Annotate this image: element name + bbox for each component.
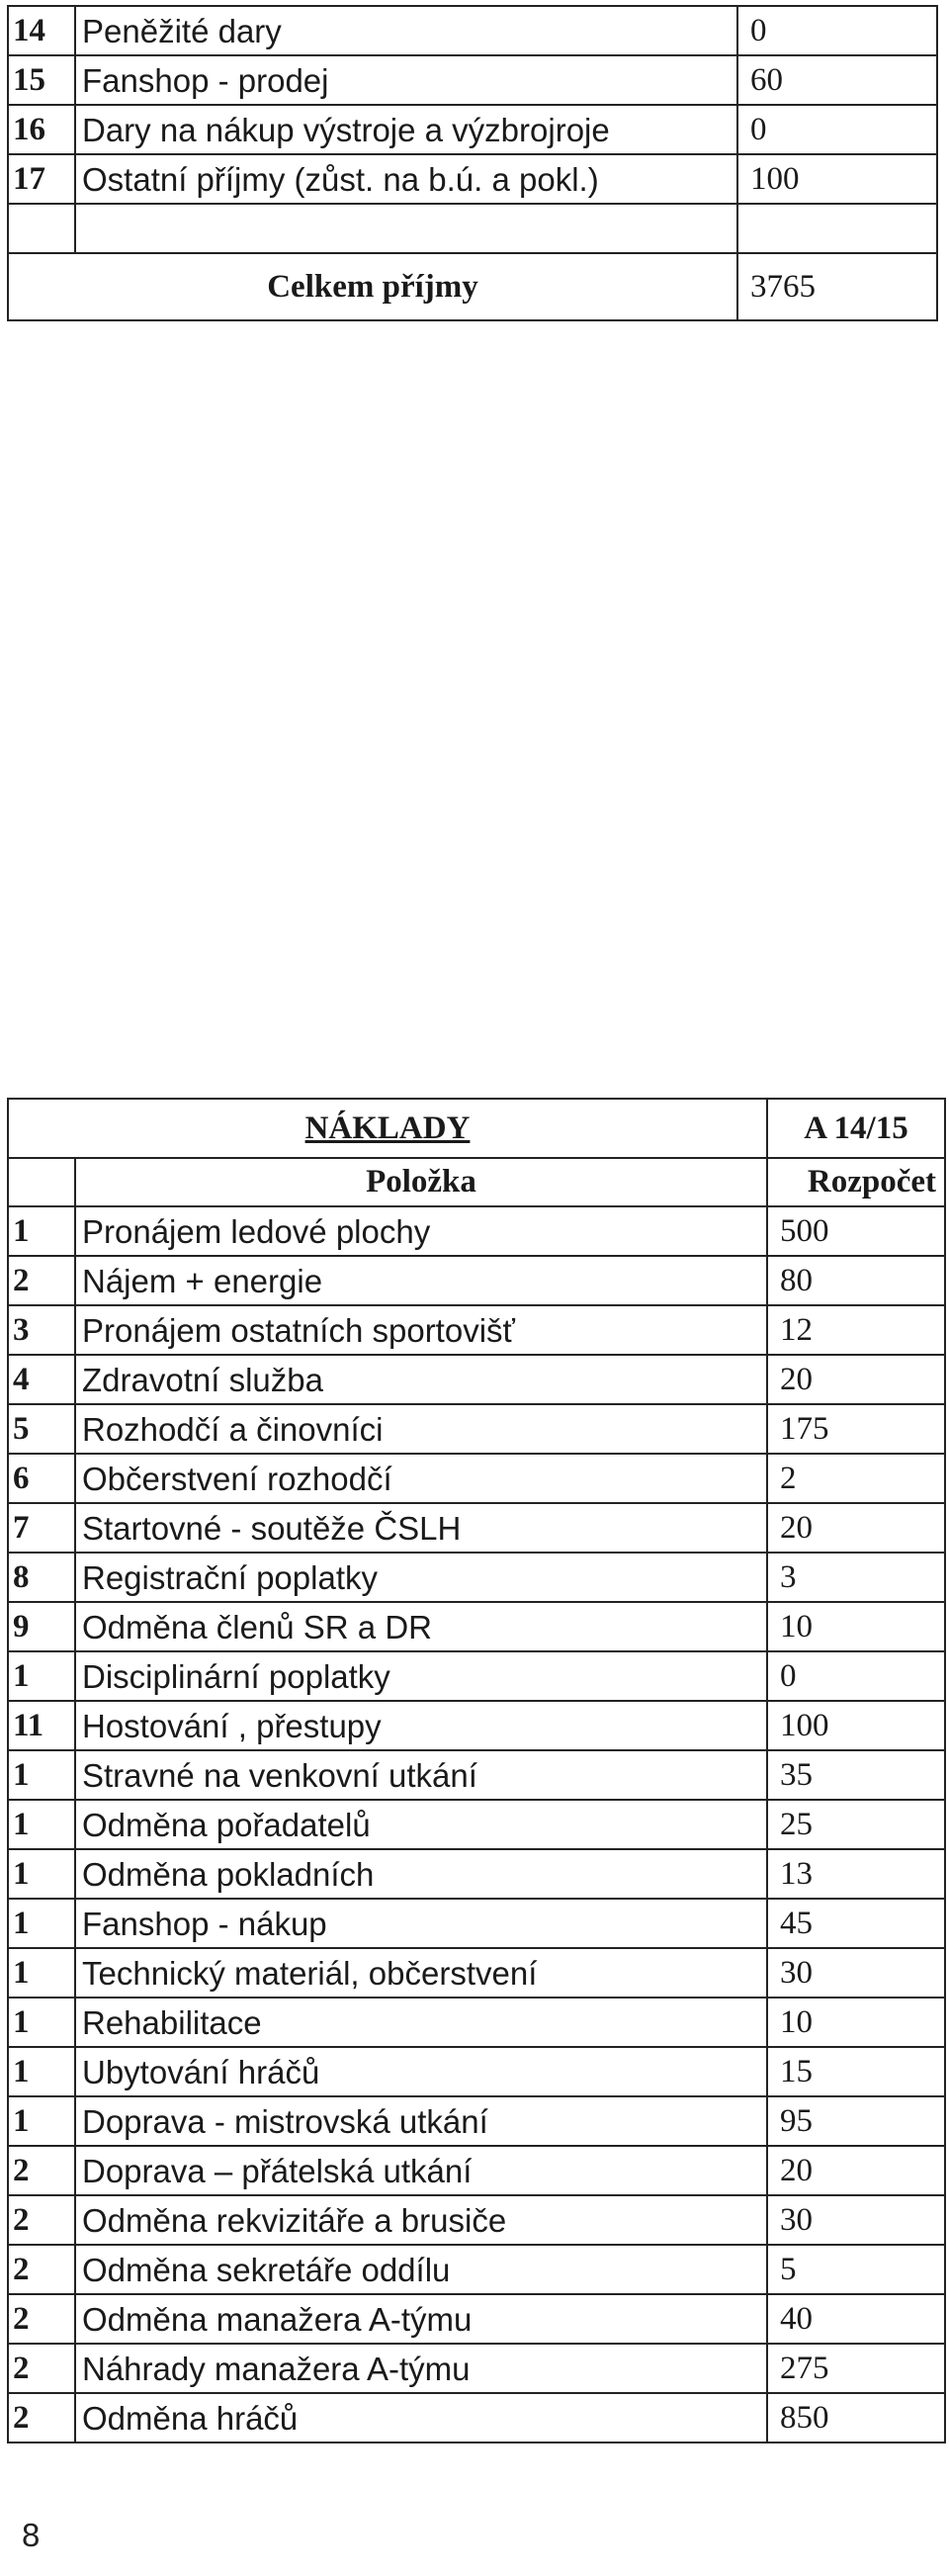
expenses-table <box>7 1098 946 2443</box>
row-value: 100 <box>737 154 937 204</box>
row-label: Hostování , přestupy <box>75 1701 767 1750</box>
row-number: 1 <box>8 2047 75 2096</box>
row-number: 15 <box>8 55 75 105</box>
table-row <box>8 1849 945 1899</box>
table-row <box>8 1454 945 1503</box>
table-header-row <box>8 1099 945 1158</box>
table-row <box>8 1404 945 1454</box>
table-row <box>8 55 937 105</box>
table-row <box>8 1651 945 1701</box>
row-value: 20 <box>767 2146 945 2195</box>
row-label: Odměna rekvizitáře a brusiče <box>75 2195 767 2245</box>
table-row <box>8 154 937 204</box>
row-number: 1 <box>8 1948 75 1998</box>
row-label: Odměna hráčů <box>75 2393 767 2443</box>
table-row <box>8 2195 945 2245</box>
item-header: Položka <box>75 1158 767 1206</box>
row-label: Rehabilitace <box>75 1998 767 2047</box>
row-label: Ubytování hráčů <box>75 2047 767 2096</box>
row-label: Stravné na venkovní utkání <box>75 1750 767 1800</box>
row-label: Disciplinární poplatky <box>75 1651 767 1701</box>
row-label: Odměna členů SR a DR <box>75 1602 767 1651</box>
row-number: 14 <box>8 6 75 55</box>
row-number: 1 <box>8 1750 75 1800</box>
row-value: 80 <box>767 1256 945 1305</box>
table-row <box>8 1750 945 1800</box>
row-value: 275 <box>767 2344 945 2393</box>
table-row <box>8 1553 945 1602</box>
row-number: 2 <box>8 2344 75 2393</box>
income-table <box>7 5 938 321</box>
total-row <box>8 253 937 320</box>
row-number: 2 <box>8 2294 75 2344</box>
row-label: Technický materiál, občerstvení <box>75 1948 767 1998</box>
row-value: 13 <box>767 1849 945 1899</box>
row-label: Pronájem ledové plochy <box>75 1206 767 1256</box>
row-number: 5 <box>8 1404 75 1454</box>
row-label: Ostatní příjmy (zůst. na b.ú. a pokl.) <box>75 154 737 204</box>
row-number: 2 <box>8 1256 75 1305</box>
row-number: 1 <box>8 1998 75 2047</box>
row-label: Fanshop - nákup <box>75 1899 767 1948</box>
row-value: 850 <box>767 2393 945 2443</box>
row-label: Odměna manažera A-týmu <box>75 2294 767 2344</box>
table-header-row <box>8 1158 945 1206</box>
row-number: 2 <box>8 2195 75 2245</box>
table-row <box>8 6 937 55</box>
table-row <box>8 105 937 154</box>
table-row <box>8 2047 945 2096</box>
row-label: Náhrady manažera A-týmu <box>75 2344 767 2393</box>
table-row <box>8 1998 945 2047</box>
row-number: 17 <box>8 154 75 204</box>
row-value: 12 <box>767 1305 945 1355</box>
row-value: 25 <box>767 1800 945 1849</box>
row-value: 3 <box>767 1553 945 1602</box>
row-label: Doprava – přátelská utkání <box>75 2146 767 2195</box>
table-row <box>8 2245 945 2294</box>
row-label: Peněžité dary <box>75 6 737 55</box>
row-label: Registrační poplatky <box>75 1553 767 1602</box>
row-value: 2 <box>767 1454 945 1503</box>
row-value: 40 <box>767 2294 945 2344</box>
row-value: 0 <box>737 105 937 154</box>
row-label: Pronájem ostatních sportovišť <box>75 1305 767 1355</box>
row-label: Fanshop - prodej <box>75 55 737 105</box>
row-value: 5 <box>767 2245 945 2294</box>
row-value: 20 <box>767 1355 945 1404</box>
row-number: 1 <box>8 1849 75 1899</box>
row-number: 1 <box>8 1206 75 1256</box>
table-row <box>8 1256 945 1305</box>
row-label: Odměna pořadatelů <box>75 1800 767 1849</box>
row-label: Nájem + energie <box>75 1256 767 1305</box>
column-code: A 14/15 <box>767 1099 945 1158</box>
row-number: 4 <box>8 1355 75 1404</box>
row-value: 30 <box>767 2195 945 2245</box>
row-value: 45 <box>767 1899 945 1948</box>
table-row <box>8 2096 945 2146</box>
total-value: 3765 <box>737 253 937 320</box>
empty-row <box>8 204 937 253</box>
row-label: Odměna sekretáře oddílu <box>75 2245 767 2294</box>
table-row <box>8 1800 945 1849</box>
row-value: 10 <box>767 1998 945 2047</box>
row-value: 10 <box>767 1602 945 1651</box>
table-row <box>8 1206 945 1256</box>
table-row <box>8 1701 945 1750</box>
row-value: 100 <box>767 1701 945 1750</box>
row-number: 9 <box>8 1602 75 1651</box>
row-value: 175 <box>767 1404 945 1454</box>
row-value: 20 <box>767 1503 945 1553</box>
row-number: 3 <box>8 1305 75 1355</box>
table-row <box>8 1355 945 1404</box>
table-row <box>8 2393 945 2443</box>
row-label: Dary na nákup výstroje a výzbrojroje <box>75 105 737 154</box>
empty-cell <box>8 204 75 253</box>
row-number: 6 <box>8 1454 75 1503</box>
row-number: 2 <box>8 2245 75 2294</box>
row-value: 500 <box>767 1206 945 1256</box>
row-label: Doprava - mistrovská utkání <box>75 2096 767 2146</box>
table-row <box>8 1602 945 1651</box>
table-title: NÁKLADY <box>8 1099 767 1158</box>
table-row <box>8 1305 945 1355</box>
row-value: 60 <box>737 55 937 105</box>
row-number: 16 <box>8 105 75 154</box>
row-value: 95 <box>767 2096 945 2146</box>
row-label: Odměna pokladních <box>75 1849 767 1899</box>
table-row <box>8 2344 945 2393</box>
empty-cell <box>8 1158 75 1206</box>
row-number: 7 <box>8 1503 75 1553</box>
row-value: 0 <box>767 1651 945 1701</box>
row-number: 1 <box>8 1800 75 1849</box>
row-value: 35 <box>767 1750 945 1800</box>
row-number: 11 <box>8 1701 75 1750</box>
row-number: 1 <box>8 1651 75 1701</box>
table-row <box>8 1899 945 1948</box>
table-row <box>8 1503 945 1553</box>
page-number: 8 <box>22 2517 41 2553</box>
empty-cell <box>737 204 937 253</box>
row-number: 8 <box>8 1553 75 1602</box>
expenses-body <box>8 1206 945 2443</box>
row-number: 2 <box>8 2393 75 2443</box>
row-label: Občerstvení rozhodčí <box>75 1454 767 1503</box>
row-number: 2 <box>8 2146 75 2195</box>
row-number: 1 <box>8 1899 75 1948</box>
budget-header: Rozpočet <box>767 1158 945 1206</box>
empty-cell <box>75 204 737 253</box>
row-value: 15 <box>767 2047 945 2096</box>
row-label: Startovné - soutěže ČSLH <box>75 1503 767 1553</box>
row-number: 1 <box>8 2096 75 2146</box>
row-label: Zdravotní služba <box>75 1355 767 1404</box>
table-row <box>8 2294 945 2344</box>
row-value: 0 <box>737 6 937 55</box>
row-label: Rozhodčí a činovníci <box>75 1404 767 1454</box>
row-value: 30 <box>767 1948 945 1998</box>
table-row <box>8 2146 945 2195</box>
table-row <box>8 1948 945 1998</box>
total-label: Celkem příjmy <box>8 253 737 320</box>
